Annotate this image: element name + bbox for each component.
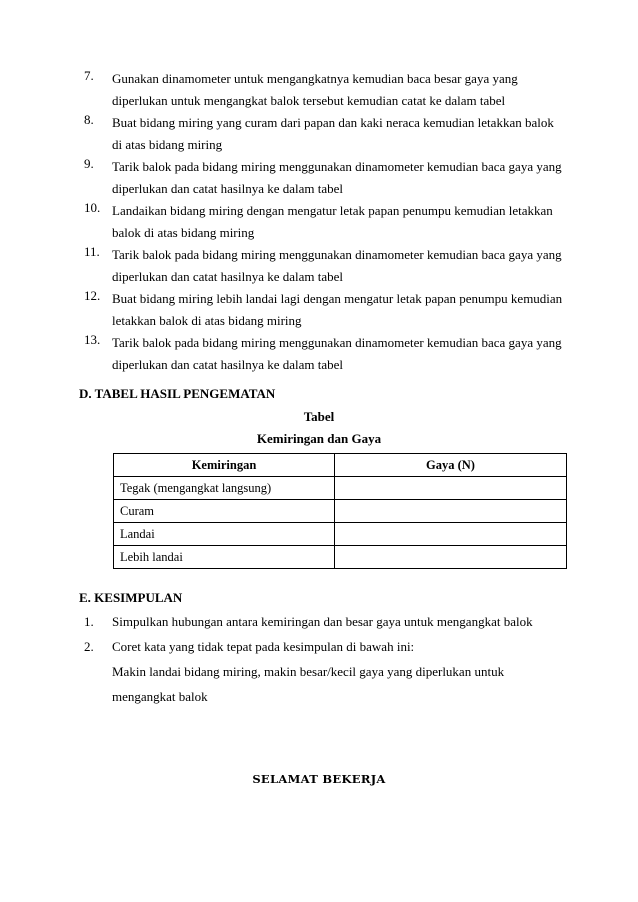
table-title: Kemiringan dan Gaya [256,431,382,446]
step-text-line: Gunakan dinamometer untuk mengangkatnya kemudian baca besar gaya yang [112,71,518,86]
step-text-line: Tarik balok pada bidang miring menggunakan dinamometer kemudian baca gaya yang [112,247,562,262]
step-10 [0,200,638,244]
step-text-line: diperlukan dan catat hasilnya ke dalam tabel [112,357,344,372]
step-7 [0,68,638,112]
step-text-line: diperlukan dan catat hasilnya ke dalam tabel [112,181,344,196]
step-text-line: Landaikan bidang miring dengan mengatur letak papan penumpu kemudian letakkan [112,203,553,218]
conclusion-text-line: Makin landai bidang miring, makin besar/kecil gaya yang diperlukan untuk [112,664,505,679]
closing-message: SELAMAT BEKERJA [252,772,386,786]
conclusion-list [0,609,638,709]
cell-kemiringan: Lebih landai [114,546,335,569]
section-e-heading: E. KESIMPULAN [79,590,183,605]
cell-kemiringan: Tegak (mengangkat langsung) [114,477,335,500]
step-text-line: diperlukan dan catat hasilnya ke dalam tabel [112,269,344,284]
cell-gaya[interactable] [335,523,567,546]
step-8 [0,112,638,156]
table-header-row [114,454,567,477]
step-number: 8. [84,112,94,127]
conclusion-number: 1. [84,614,94,629]
step-text-line: Tarik balok pada bidang miring menggunakan dinamometer kemudian baca gaya yang [112,159,562,174]
cell-kemiringan: Landai [114,523,335,546]
cell-kemiringan: Curam [114,500,335,523]
table-row [114,500,567,523]
conclusion-item-1 [0,609,638,634]
conclusion-text-line: mengangkat balok [112,689,208,704]
conclusion-text-line: Simpulkan hubungan antara kemiringan dan besar gaya untuk mengangkat balok [112,614,533,629]
table-row [114,477,567,500]
step-text-line: Tarik balok pada bidang miring menggunakan dinamometer kemudian baca gaya yang [112,335,562,350]
procedure-steps [0,68,638,376]
step-number: 12. [84,288,101,303]
conclusion-number: 2. [84,639,94,654]
step-11 [0,244,638,288]
step-text-line: Buat bidang miring yang curam dari papan dan kaki neraca kemudian letakkan balok [112,115,554,130]
result-table [113,453,567,569]
table-row [114,523,567,546]
table-row [114,546,567,569]
section-d-heading: D. TABEL HASIL PENGEMATAN [79,386,276,401]
table-label: Tabel [303,409,335,424]
cell-gaya[interactable] [335,546,567,569]
step-number: 9. [84,156,94,171]
header-gaya: Gaya (N) [335,454,567,477]
step-13 [0,332,638,376]
conclusion-item-2 [0,634,638,709]
step-12 [0,288,638,332]
cell-gaya[interactable] [335,500,567,523]
step-number: 11. [84,244,100,259]
step-text-line: diperlukan untuk mengangkat balok tersebut kemudian catat ke dalam tabel [112,93,506,108]
step-text-line: di atas bidang miring [112,137,223,152]
step-number: 13. [84,332,101,347]
step-number: 7. [84,68,94,83]
step-text-line: Buat bidang miring lebih landai lagi dengan mengatur letak papan penumpu kemudian [112,291,563,306]
step-text-line: letakkan balok di atas bidang miring [112,313,302,328]
step-text-line: balok di atas bidang miring [112,225,255,240]
conclusion-text-line: Coret kata yang tidak tepat pada kesimpulan di bawah ini: [112,639,415,654]
step-9 [0,156,638,200]
step-number: 10. [84,200,101,215]
cell-gaya[interactable] [335,477,567,500]
header-kemiringan: Kemiringan [114,454,335,477]
